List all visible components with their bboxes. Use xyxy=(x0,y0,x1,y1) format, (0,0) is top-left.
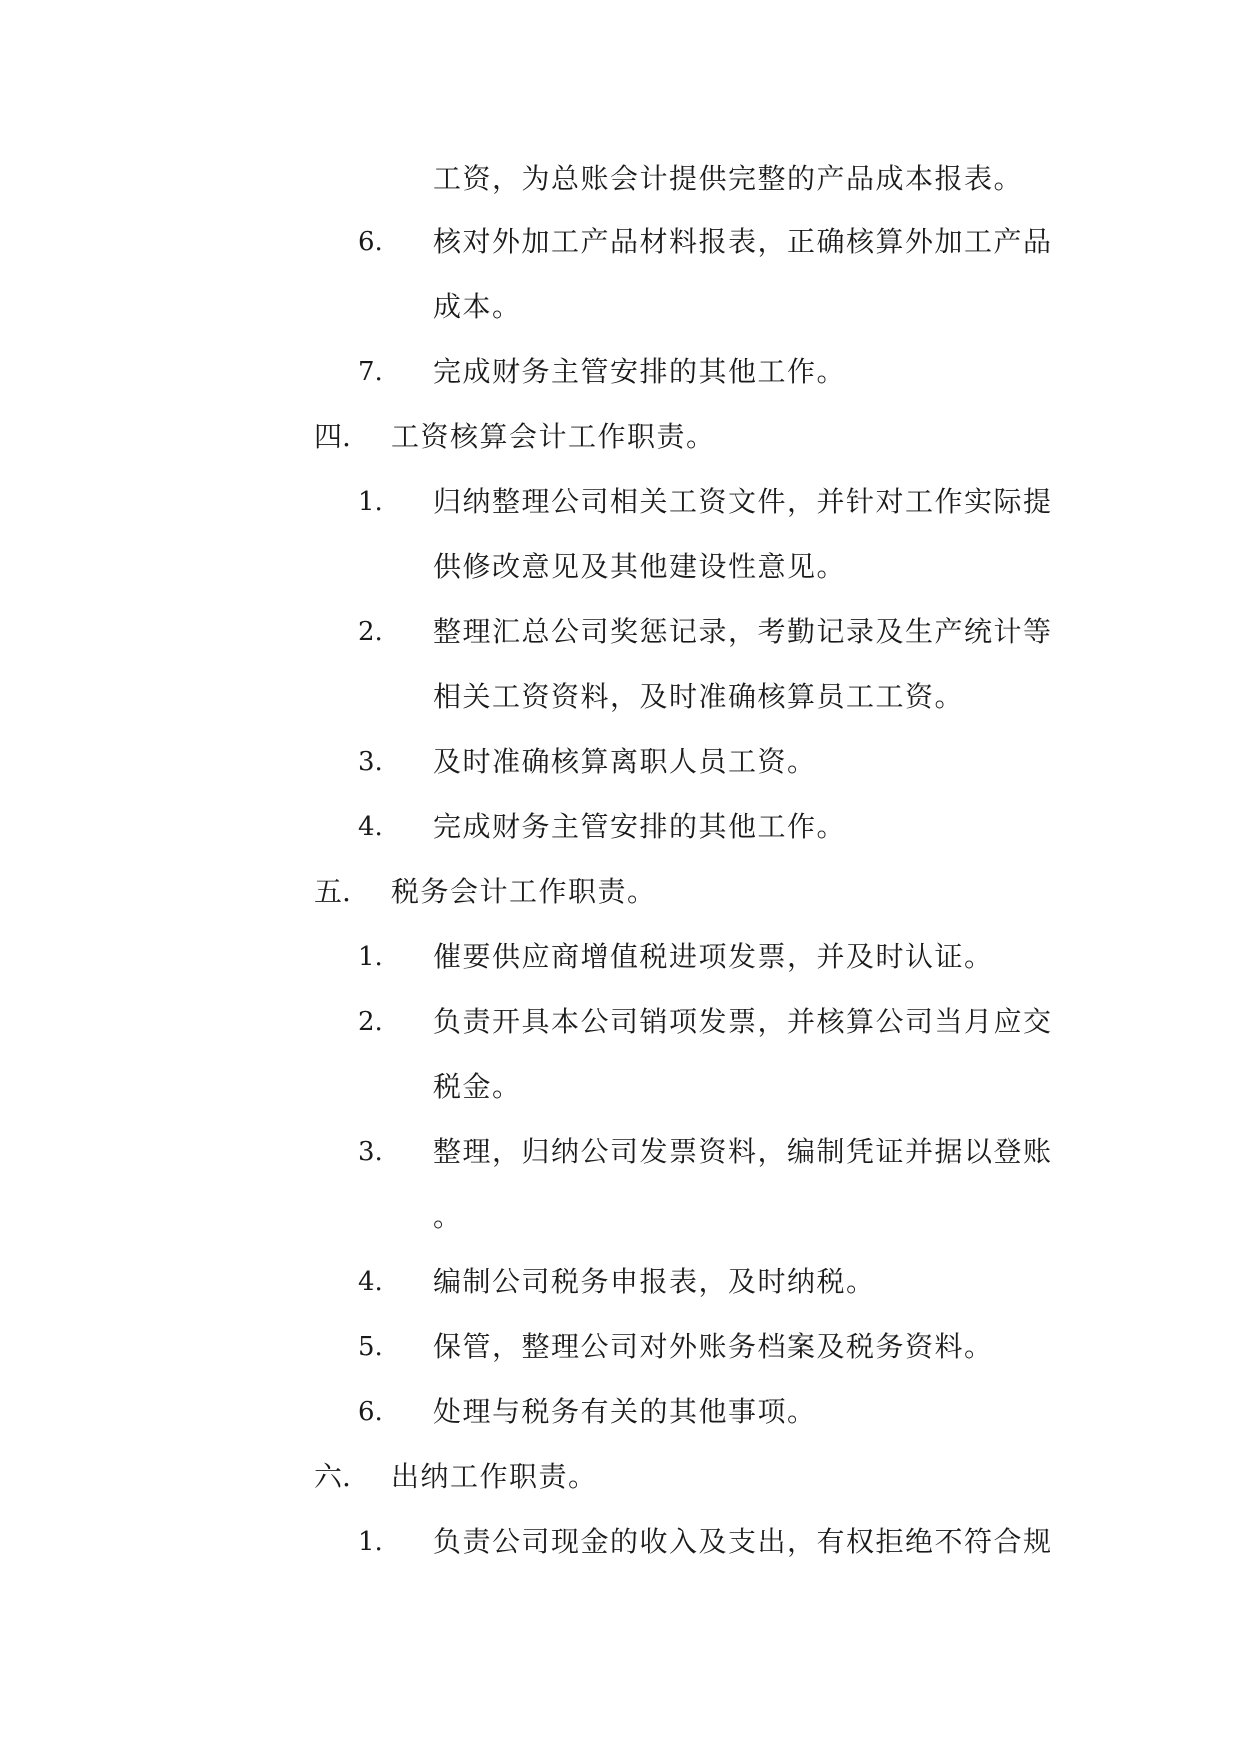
item-number: 1. xyxy=(358,1527,383,1557)
section-number: 五. xyxy=(314,875,351,908)
item-number: 1. xyxy=(358,942,383,972)
section-heading: 出纳工作职责。 xyxy=(391,1460,598,1493)
continuation-line: 供修改意见及其他建设性意见。 xyxy=(433,550,847,583)
item-number: 1. xyxy=(358,487,383,517)
continuation-line: 相关工资资料，及时准确核算员工工资。 xyxy=(433,680,965,713)
section-heading: 税务会计工作职责。 xyxy=(391,875,657,908)
item-number: 3. xyxy=(358,1137,383,1167)
item-number: 5. xyxy=(358,1332,383,1362)
continuation-line: 税金。 xyxy=(433,1070,522,1103)
item-text: 整理汇总公司奖惩记录，考勤记录及生产统计等 xyxy=(433,615,1053,648)
item-text: 核对外加工产品材料报表，正确核算外加工产品 xyxy=(433,225,1053,258)
section-number: 六. xyxy=(314,1460,351,1493)
item-text: 整理，归纳公司发票资料，编制凭证并据以登账 xyxy=(433,1135,1053,1168)
item-text: 负责开具本公司销项发票，并核算公司当月应交 xyxy=(433,1005,1053,1038)
item-number: 3. xyxy=(358,747,383,777)
item-number: 6. xyxy=(358,1397,383,1427)
item-number: 4. xyxy=(358,1267,383,1297)
item-text: 编制公司税务申报表，及时纳税。 xyxy=(433,1265,876,1298)
item-number: 2. xyxy=(358,1007,383,1037)
continuation-line: 工资，为总账会计提供完整的产品成本报表。 xyxy=(433,162,1024,195)
item-text: 催要供应商增值税进项发票，并及时认证。 xyxy=(433,940,994,973)
item-text: 归纳整理公司相关工资文件，并针对工作实际提 xyxy=(433,485,1053,518)
item-text: 完成财务主管安排的其他工作。 xyxy=(433,355,847,388)
item-text: 完成财务主管安排的其他工作。 xyxy=(433,810,847,843)
item-text: 负责公司现金的收入及支出，有权拒绝不符合规 xyxy=(433,1525,1053,1558)
item-number: 2. xyxy=(358,617,383,647)
item-number: 6. xyxy=(358,227,383,257)
item-number: 7. xyxy=(358,357,383,387)
item-text: 保管，整理公司对外账务档案及税务资料。 xyxy=(433,1330,994,1363)
section-heading: 工资核算会计工作职责。 xyxy=(391,420,716,453)
item-number: 4. xyxy=(358,812,383,842)
item-text: 处理与税务有关的其他事项。 xyxy=(433,1395,817,1428)
continuation-line: 成本。 xyxy=(433,290,522,323)
item-text: 及时准确核算离职人员工资。 xyxy=(433,745,817,778)
section-number: 四. xyxy=(314,420,351,453)
continuation-line: 。 xyxy=(433,1200,463,1233)
